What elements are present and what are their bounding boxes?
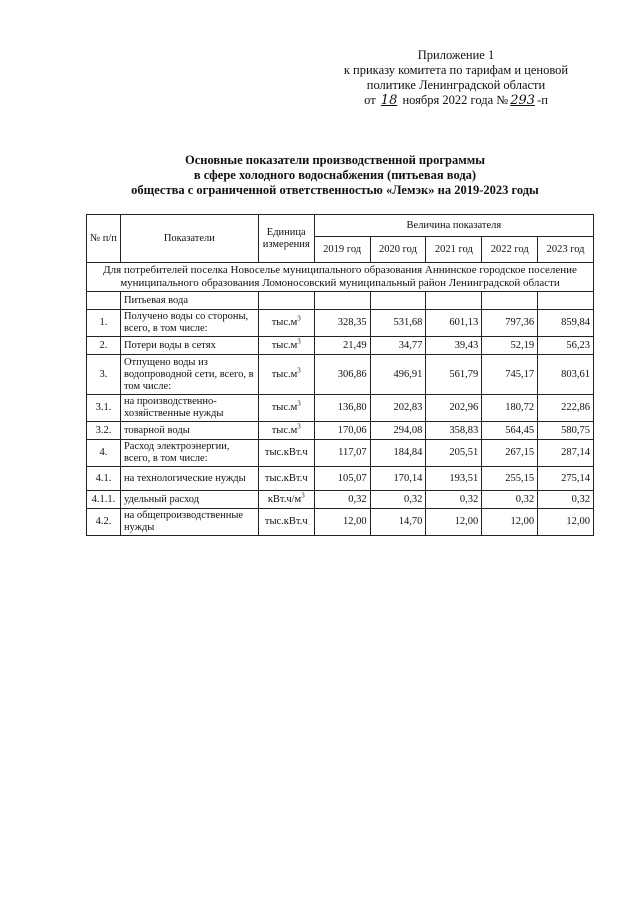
row-value: 580,75 bbox=[538, 422, 594, 440]
row-value: 184,84 bbox=[370, 440, 426, 467]
subsection-empty-cell bbox=[482, 292, 538, 310]
unit-exponent: 3 bbox=[297, 422, 301, 430]
row-value: 358,83 bbox=[426, 422, 482, 440]
row-value: 170,14 bbox=[370, 467, 426, 491]
row-unit bbox=[258, 310, 314, 337]
row-value: 859,84 bbox=[538, 310, 594, 337]
row-value: 205,51 bbox=[426, 440, 482, 467]
row-unit bbox=[258, 467, 314, 491]
row-num: 4. bbox=[87, 440, 121, 467]
row-indicator: Получено воды со стороны, всего, в том числе: bbox=[120, 310, 258, 337]
header-indicator: Показатели bbox=[120, 215, 258, 263]
row-value: 105,07 bbox=[314, 467, 370, 491]
header-year: 2023 год bbox=[538, 237, 594, 263]
appendix-block bbox=[326, 48, 586, 108]
table-row bbox=[87, 509, 594, 536]
table-row bbox=[87, 395, 594, 422]
row-value: 328,35 bbox=[314, 310, 370, 337]
unit-text: тыс.кВт.ч bbox=[264, 472, 308, 484]
row-value: 117,07 bbox=[314, 440, 370, 467]
row-value: 136,80 bbox=[314, 395, 370, 422]
row-value: 180,72 bbox=[482, 395, 538, 422]
row-value: 255,15 bbox=[482, 467, 538, 491]
row-indicator: товарной воды bbox=[120, 422, 258, 440]
unit-text: тыс.м bbox=[271, 424, 298, 436]
row-unit bbox=[258, 491, 314, 509]
row-unit bbox=[258, 509, 314, 536]
appendix-date-line bbox=[326, 93, 586, 108]
unit-text: тыс.кВт.ч bbox=[264, 516, 308, 527]
unit-text: тыс.м bbox=[271, 402, 298, 413]
unit-text: тыс.м bbox=[271, 317, 298, 328]
row-indicator: на технологические нужды bbox=[120, 467, 258, 491]
order-day: 18 bbox=[380, 93, 398, 108]
row-unit bbox=[258, 337, 314, 355]
row-indicator: Расход электроэнергии, всего, в том числе: bbox=[120, 440, 258, 467]
row-num: 1. bbox=[87, 310, 121, 337]
header-year: 2022 год bbox=[482, 237, 538, 263]
row-value: 12,00 bbox=[538, 509, 594, 536]
date-middle: ноября 2022 года № bbox=[402, 93, 509, 107]
row-unit bbox=[258, 422, 314, 440]
row-num: 4.2. bbox=[87, 509, 121, 536]
row-value: 267,15 bbox=[482, 440, 538, 467]
appendix-title: Приложение 1 bbox=[417, 48, 495, 62]
row-num: 3.2. bbox=[87, 422, 121, 440]
row-value: 0,32 bbox=[538, 491, 594, 509]
header-unit: Единица измерения bbox=[258, 215, 314, 263]
appendix-order-ref: к приказу комитета по тарифам и ценовой bbox=[343, 63, 569, 77]
unit-exponent: 3 bbox=[297, 366, 301, 374]
order-suffix: -п bbox=[537, 93, 548, 107]
document-title bbox=[100, 153, 570, 198]
row-value: 564,45 bbox=[482, 422, 538, 440]
row-value: 14,70 bbox=[370, 509, 426, 536]
row-value: 21,49 bbox=[314, 337, 370, 355]
row-value: 0,32 bbox=[314, 491, 370, 509]
title-line-1: Основные показатели производственной программы bbox=[184, 153, 486, 167]
row-value: 52,19 bbox=[482, 337, 538, 355]
subsection-empty-cell bbox=[370, 292, 426, 310]
table-body bbox=[87, 263, 594, 536]
row-indicator: на производственно-хозяйственные нужды bbox=[120, 395, 258, 422]
title-line-2: в сфере холодного водоснабжения (питьевая вода) bbox=[193, 168, 477, 182]
row-num: 4.1.1. bbox=[87, 491, 121, 509]
row-value: 275,14 bbox=[538, 467, 594, 491]
row-unit bbox=[258, 355, 314, 395]
indicators-table bbox=[86, 214, 594, 536]
row-num: 3.1. bbox=[87, 395, 121, 422]
header-num: № п/п bbox=[87, 215, 121, 263]
row-value: 306,86 bbox=[314, 355, 370, 395]
row-value: 803,61 bbox=[538, 355, 594, 395]
row-value: 202,96 bbox=[426, 395, 482, 422]
table-row bbox=[87, 355, 594, 395]
table-row bbox=[87, 440, 594, 467]
table-row bbox=[87, 422, 594, 440]
row-value: 56,23 bbox=[538, 337, 594, 355]
title-line-3: общества с ограниченной ответственностью «Лемэк» на 2019-2023 годы bbox=[131, 183, 539, 197]
unit-exponent: 3 bbox=[297, 314, 301, 323]
unit-exponent: 3 bbox=[301, 491, 305, 499]
order-number: 293 bbox=[510, 93, 536, 108]
row-value: 0,32 bbox=[370, 491, 426, 509]
row-value: 170,06 bbox=[314, 422, 370, 440]
unit-text: тыс.кВт.ч bbox=[264, 447, 308, 458]
subsection-num-cell bbox=[87, 292, 121, 310]
header-year: 2019 год bbox=[314, 237, 370, 263]
row-value: 561,79 bbox=[426, 355, 482, 395]
unit-exponent: 3 bbox=[297, 399, 301, 408]
row-value: 287,14 bbox=[538, 440, 594, 467]
table-row bbox=[87, 467, 594, 491]
subsection-empty-cell bbox=[538, 292, 594, 310]
date-prefix: от bbox=[364, 93, 376, 107]
row-value: 0,32 bbox=[482, 491, 538, 509]
unit-text: тыс.м bbox=[271, 339, 298, 351]
row-unit bbox=[258, 440, 314, 467]
row-value: 222,86 bbox=[538, 395, 594, 422]
row-num: 2. bbox=[87, 337, 121, 355]
row-value: 797,36 bbox=[482, 310, 538, 337]
appendix-authority: политике Ленинградской области bbox=[366, 78, 546, 92]
row-value: 12,00 bbox=[482, 509, 538, 536]
subsection-label: Питьевая вода bbox=[120, 292, 258, 310]
row-value: 202,83 bbox=[370, 395, 426, 422]
subsection-unit-cell bbox=[258, 292, 314, 310]
row-value: 496,91 bbox=[370, 355, 426, 395]
row-value: 745,17 bbox=[482, 355, 538, 395]
row-indicator: Отпущено воды из водопроводной сети, всего, в том числе: bbox=[120, 355, 258, 395]
row-indicator: Потери воды в сетях bbox=[120, 337, 258, 355]
row-indicator: на общепроизводственные нужды bbox=[120, 509, 258, 536]
row-value: 601,13 bbox=[426, 310, 482, 337]
subsection-empty-cell bbox=[314, 292, 370, 310]
row-value: 12,00 bbox=[314, 509, 370, 536]
row-value: 12,00 bbox=[426, 509, 482, 536]
table-row bbox=[87, 491, 594, 509]
row-value: 0,32 bbox=[426, 491, 482, 509]
row-value: 39,43 bbox=[426, 337, 482, 355]
unit-text: тыс.м bbox=[271, 368, 298, 380]
row-num: 3. bbox=[87, 355, 121, 395]
row-unit bbox=[258, 395, 314, 422]
header-year: 2021 год bbox=[426, 237, 482, 263]
unit-exponent: 3 bbox=[297, 337, 301, 345]
row-value: 34,77 bbox=[370, 337, 426, 355]
table-row bbox=[87, 337, 594, 355]
header-year: 2020 год bbox=[370, 237, 426, 263]
subsection-empty-cell bbox=[426, 292, 482, 310]
row-num: 4.1. bbox=[87, 467, 121, 491]
row-value: 193,51 bbox=[426, 467, 482, 491]
table-row bbox=[87, 310, 594, 337]
row-value: 294,08 bbox=[370, 422, 426, 440]
row-value: 531,68 bbox=[370, 310, 426, 337]
header-value-group: Величина показателя bbox=[314, 215, 593, 237]
unit-text: кВт.ч/м bbox=[267, 493, 302, 505]
row-indicator: удельный расход bbox=[120, 491, 258, 509]
section-heading: Для потребителей поселка Новоселье муниципального образования Аннинское городское поселение муниципального образования Ломоносовский муниципальный район Ленинградской области bbox=[87, 263, 594, 292]
